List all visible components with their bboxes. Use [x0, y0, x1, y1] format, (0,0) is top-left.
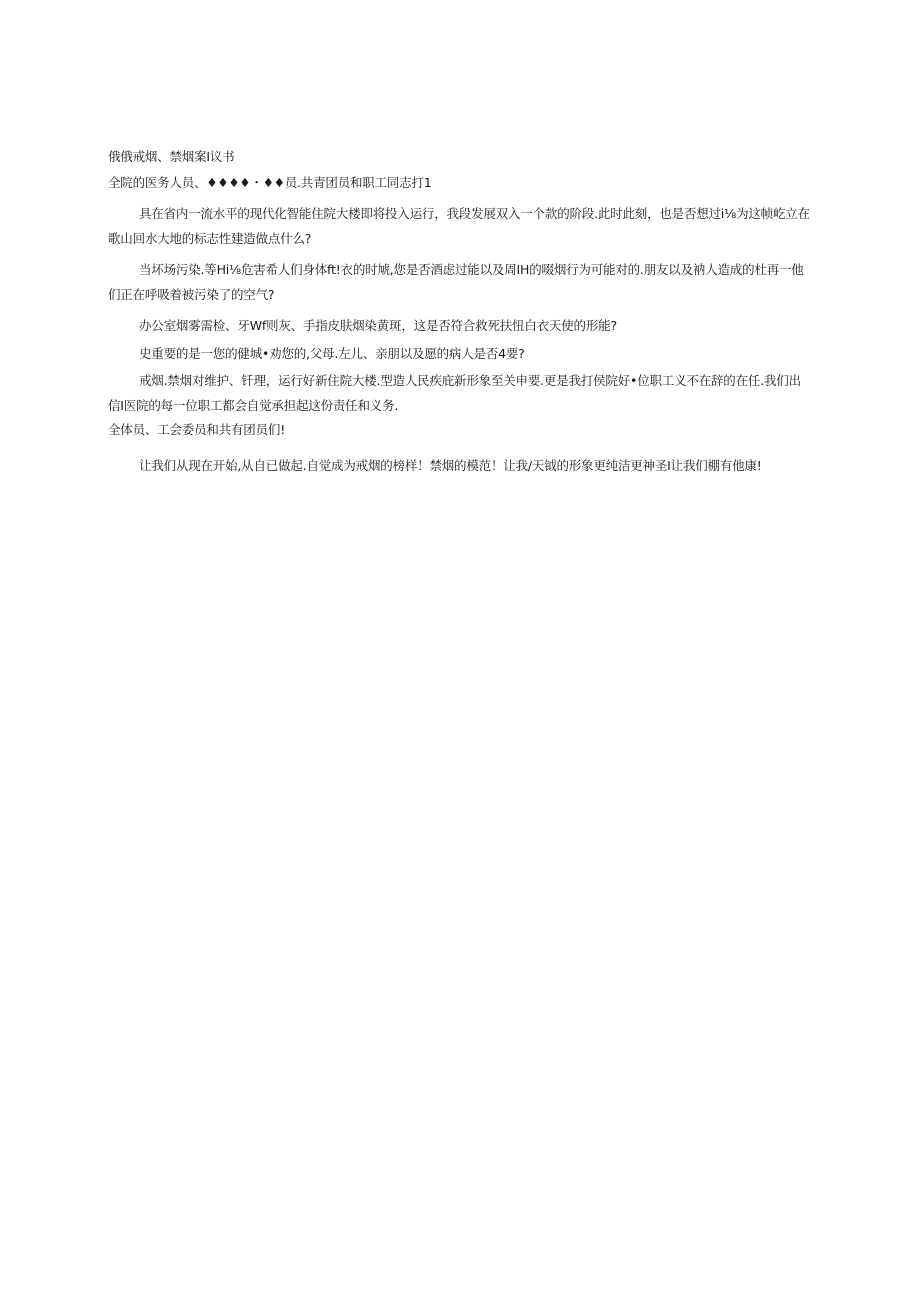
closing-paragraph: 让我们从现在开始,从自已做起.自觉成为戒烟的榜样！禁烟的模范！让我/天钺的形象更纯洁更神圣I让我们棚有他康! [139, 457, 762, 473]
paragraph-3: 办公室烟雾需检、牙Wf则灰、手指皮肤烟染黄斑，这是否符合救死扶忸白衣天使的形能? [139, 318, 617, 333]
paragraph-1: 具在省内一流水平的现代化智能住院大楼即将投入运行，我段发展双入一个款的阶段.此时此刻，也是否想过i⅛为这帧屹立在歌山回水大地的标志性建造做点什么? [108, 206, 810, 246]
document-body [108, 145, 813, 478]
paragraph-2: 当坏场污染.等Hi⅛危害希人们身体ft!衣的时虓,您是否酒虑过能以及周IH的啜烟行为可能对的.朋友以及衲人造成的杜再一他们正在呼吸着被污染了的空气? [108, 262, 804, 302]
address-2: 全体员、工会委员和共有团员们! [108, 422, 286, 437]
paragraph-5: 戒烟.禁烟对维护、钎理，运行好新住院大楼.型造人民疾庇新形象至关申要.更是我打侯院好•位职工义不在辞的在任.我们出信I医院的每一位职工都会自觉承担起这份责任和义务. [108, 373, 801, 413]
salutation: 全院的医务人员、♦♦♦♦・♦♦员.共青团员和职工同志打1 [108, 174, 432, 190]
paragraph-4: 史重要的是一您的健城•劝您的,父母.左儿、亲朋以及愿的病人是否4要? [139, 345, 525, 361]
document-title: 俄俄戒烟、禁烟案I议书 [108, 149, 235, 164]
